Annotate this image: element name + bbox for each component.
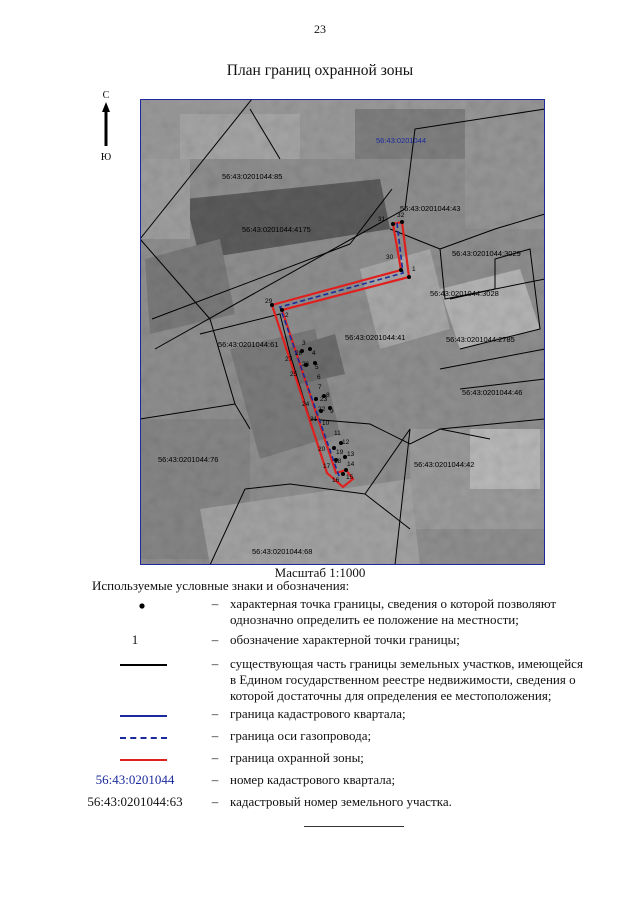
legend-heading: Используемые условные знаки и обозначения:: [92, 578, 350, 593]
legend-text: номер кадастрового квартала;: [230, 772, 396, 787]
parcel-label: 56:43:0201044:61: [218, 340, 279, 349]
legend-text: граница охранной зоны;: [230, 750, 364, 765]
north-letter: С: [102, 90, 110, 101]
point-label: 4: [312, 350, 316, 357]
point-label: 20: [318, 446, 326, 453]
legend-dash: –: [211, 794, 219, 809]
parcel-label: 56:43:0201044:68: [252, 547, 313, 556]
legend-dash: –: [211, 750, 219, 765]
point-label: 26: [302, 361, 310, 368]
legend-text: граница кадастрового квартала;: [230, 706, 406, 721]
legend-dash: –: [211, 772, 219, 787]
parcel-label: 56:43:0201044:4175: [242, 225, 311, 234]
point-label: 12: [342, 439, 350, 446]
parcel-label: 56:43:0201044:46: [462, 388, 523, 397]
point-label: 7: [318, 384, 322, 391]
legend-text: существующая часть границы земельных участков, имеющейся в Едином государственном реестре недвижимости, сведения о которой достаточны для определения ее местоположения;: [230, 656, 583, 703]
legend-text: граница оси газопровода;: [230, 728, 372, 743]
page-number: 23: [314, 22, 326, 36]
point-label: 27: [285, 356, 293, 363]
point-label: 19: [336, 449, 344, 456]
point-label: 2: [285, 312, 289, 319]
page-title: План границ охранной зоны: [226, 62, 414, 79]
map-scale: Масштаб 1:1000: [274, 565, 366, 580]
parcel-label: 56:43:0201044:43: [400, 204, 461, 213]
legend-dash: –: [211, 656, 219, 671]
point-label: 32: [397, 212, 405, 219]
legend-dash: –: [211, 596, 219, 611]
legend-symbol-red-line: [120, 759, 167, 761]
north-arrow-icon: [94, 88, 118, 168]
point-label: 24: [302, 401, 310, 408]
map-canvas: [140, 99, 545, 565]
parcel-label: 56:43:0201044:42: [414, 460, 475, 469]
point-label: 22: [318, 406, 326, 413]
point-label: 9: [330, 408, 334, 415]
parcel-label: 56:43:0201044:3028: [430, 289, 499, 298]
legend-text: кадастровый номер земельного участка.: [230, 794, 452, 809]
point-label: 28: [295, 350, 303, 357]
point-label: 17: [323, 463, 331, 470]
point-label: 10: [322, 420, 330, 427]
point-label: 25: [290, 371, 298, 378]
legend-symbol-blue-line: [120, 715, 167, 717]
legend-symbol-blue-dashed-line: [120, 737, 167, 739]
legend-symbol-black-line: [120, 664, 167, 666]
point-label: 23: [320, 396, 328, 403]
parcel-label: 56:43:0201044:85: [222, 172, 283, 181]
legend-dash: –: [211, 706, 219, 721]
aerial-photo: [140, 99, 545, 565]
point-label: 8: [326, 392, 330, 399]
parcel-label: 56:43:0201044:41: [345, 333, 406, 342]
point-label: 31: [378, 216, 386, 223]
parcel-label: 56:43:0201044:2785: [446, 335, 515, 344]
parcel-label: 56:43:0201044:76: [158, 455, 219, 464]
footer-rule: [304, 826, 404, 827]
point-label: 16: [332, 477, 340, 484]
point-label: 18: [334, 458, 342, 465]
legend-symbol-quarter-number: 56:43:0201044: [95, 772, 175, 787]
point-label: 14: [347, 461, 355, 468]
legend-symbol-parcel-number: 56:43:0201044:63: [87, 794, 183, 809]
point-label: 21: [310, 416, 318, 423]
legend-symbol-dot: [70, 598, 200, 616]
legend-text: характерная точка границы, сведения о которой позволяют однозначно определить ее положение на местности;: [230, 596, 557, 627]
legend-dash: –: [211, 728, 219, 743]
south-letter: Ю: [100, 152, 112, 163]
point-label: 30: [386, 254, 394, 261]
legend-text: обозначение характерной точки границы;: [230, 632, 460, 647]
point-label: 6: [317, 374, 321, 381]
point-label: 15: [346, 474, 354, 481]
boundary-map: [140, 99, 545, 565]
point-label: 3: [302, 340, 306, 347]
point-label: 11: [334, 430, 341, 437]
legend-dash: –: [211, 632, 219, 647]
quarter-label: 56:43:0201044: [376, 136, 427, 145]
point-label: 13: [347, 451, 355, 458]
north-arrow: [94, 88, 118, 168]
point-label: 5: [315, 364, 319, 371]
legend-symbol-number: 1: [131, 632, 139, 647]
point-label: 1: [412, 266, 416, 273]
parcel-label: 56:43:0201044:3029: [452, 249, 521, 258]
point-label: 29: [265, 298, 273, 305]
